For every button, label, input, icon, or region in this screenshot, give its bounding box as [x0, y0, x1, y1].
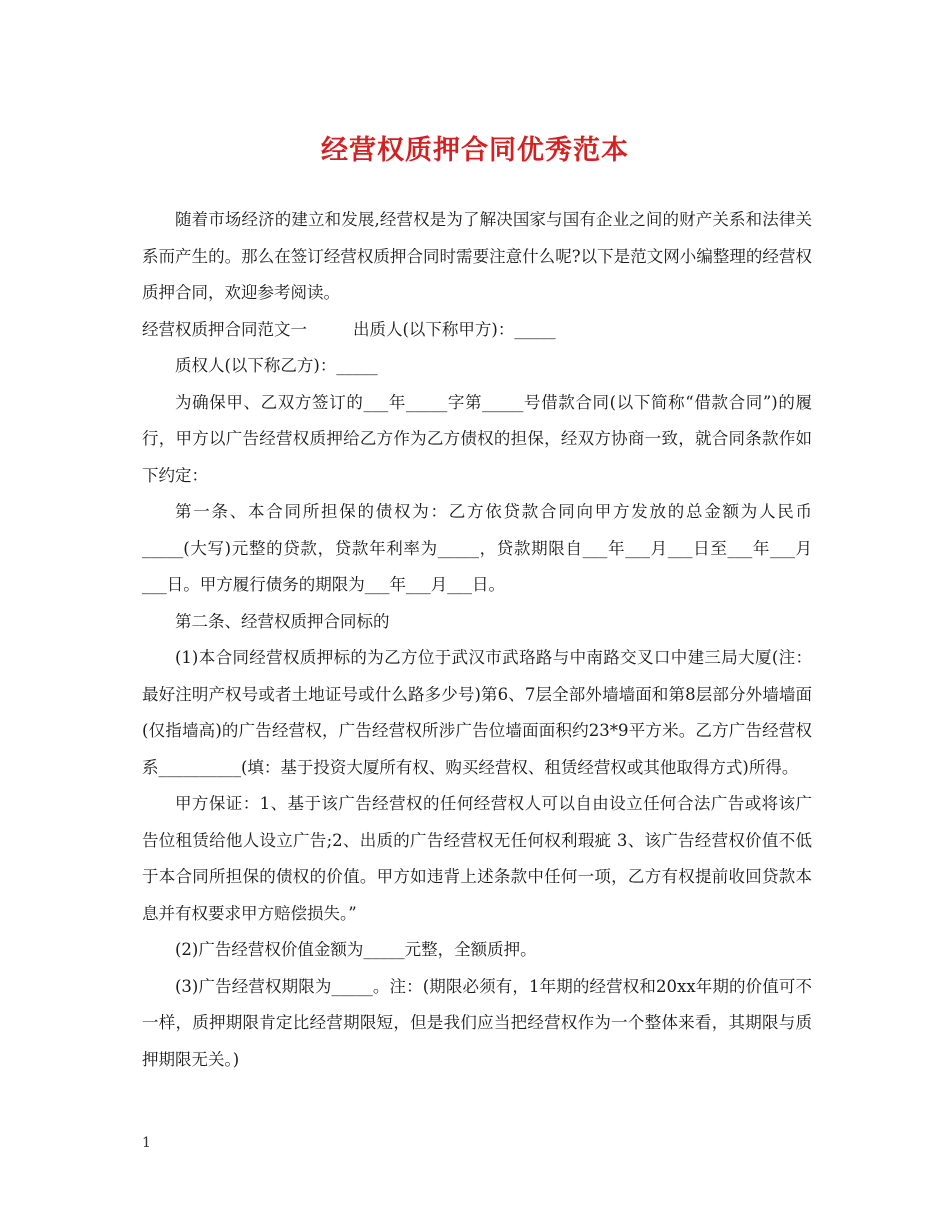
pledgor-line: 出质人(以下称甲方)：_____	[353, 319, 556, 339]
sample-heading: 经营权质押合同范文一	[142, 319, 307, 339]
paragraph-guarantee: 甲方保证：1、基于该广告经营权的任何经营权人可以自由设立任何合法广告或将该广告位租赁给他人设立广告;2、出质的广告经营权无任何权利瑕疵 3、该广告经营权价值不低于本合同所担保的债权的价值。甲方如违背上述条款中任何一项，乙方有权提前收回贷款本息并有权要求甲方赔偿损失。”	[142, 794, 812, 923]
paragraph-item-2: (2)广告经营权价值金额为_____元整，全额质押。	[175, 940, 537, 959]
paragraph-intro: 随着市场经济的建立和发展,经营权是为了解决国家与国有企业之间的财产关系和法律关系而产生的。那么在签订经营权质押合同时需要注意什么呢?以下是范文网小编整理的经营权质押合同，欢迎参考阅读。	[142, 210, 812, 302]
paragraph-purpose: 为确保甲、乙双方签订的___年_____字第_____号借款合同(以下简称“借款合同”)的履行，甲方以广告经营权质押给乙方作为乙方债权的担保，经双方协商一致，就合同条款作如下约定：	[142, 392, 812, 485]
document-title: 经营权质押合同优秀范本	[321, 135, 629, 166]
document-body	[142, 202, 812, 1078]
paragraph-article-2-heading: 第二条、经营权质押合同标的	[175, 611, 390, 631]
paragraph-item-3: (3)广告经营权期限为_____。注：(期限必须有，1年期的经营权和20xx年期的价值可不一样，质押期限肯定比经营期限短，但是我们应当把经营权作为一个整体来看，其期限与质押期限无关。)	[142, 976, 812, 1069]
page-number: 1	[142, 1135, 151, 1151]
paragraph-article-1: 第一条、本合同所担保的债权为：乙方依贷款合同向甲方发放的总金额为人民币_____(大写)元整的贷款，贷款年利率为_____，贷款期限自___年___月___日至___年___月___日。甲方履行债务的期限为___年___月___日。	[142, 502, 812, 594]
paragraph-pledgee: 质权人(以下称乙方)：_____	[175, 356, 378, 375]
paragraph-sample-line	[142, 312, 812, 349]
paragraph-item-1: (1)本合同经营权质押标的为乙方位于武汉市武珞路与中南路交叉口中建三局大厦(注：最好注明产权号或者土地证号或什么路多少号)第6、7层全部外墙墙面和第8层部分外墙墙面(仅指墙高)的广告经营权，广告经营权所涉广告位墙面面积约23*9平方米。乙方广告经营权系__________(填：基于投资大厦所有权、购买经营权、租赁经营权或其他取得方式)所得。	[142, 648, 812, 777]
